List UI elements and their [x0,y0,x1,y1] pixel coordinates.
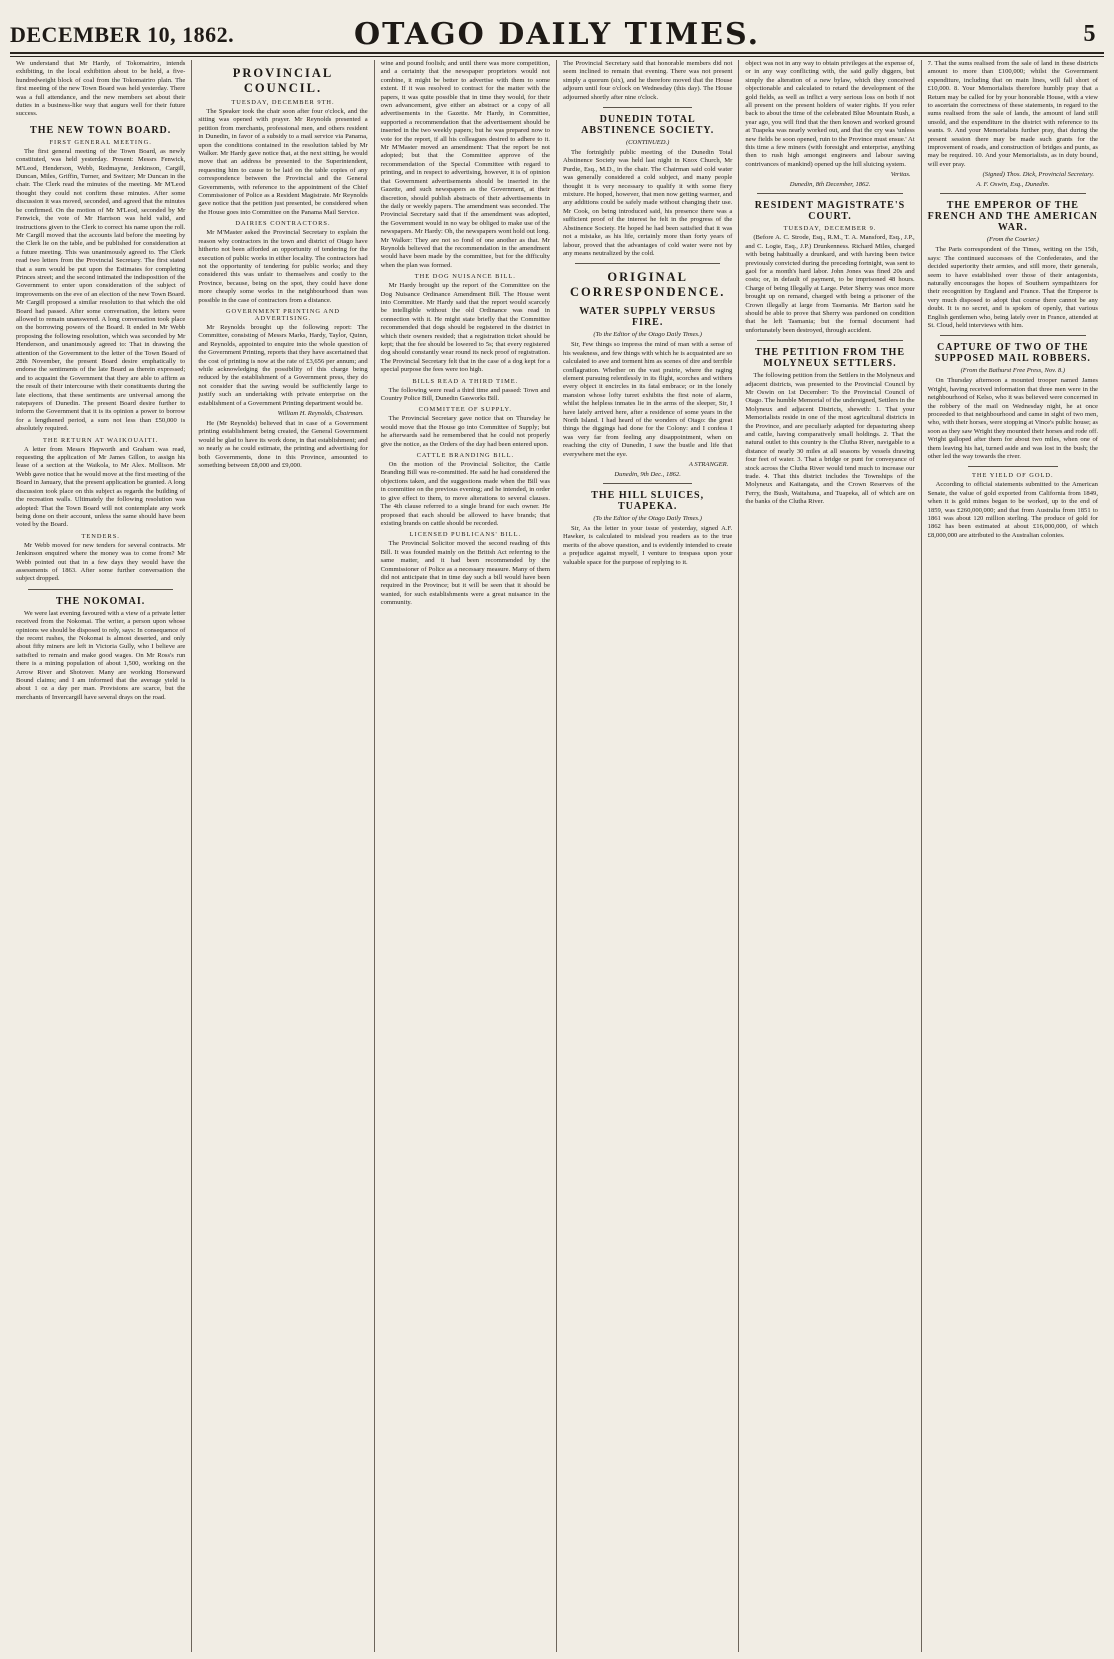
article-subhead: (From the Courier.) [986,236,1039,244]
column-1 [10,60,192,1652]
article-headline: DUNEDIN TOTAL ABSTINENCE SOCIETY. [581,114,715,137]
article-text: The Provincial Secretary said that honorable members did not seem inclined to remain that evening. There was not present simply a quorum (six), and he therefore moved that the House adjourn until four o'clock on Wednesday (this day). The House adjourned shortly after nine o'clock. [562,60,733,101]
signature: Veritas. [890,171,911,179]
masthead-rule-thin [10,56,1104,57]
article-text: The following were read a third time and passed: Town and Country Police Bill, Dunedin Gasworks Bill. [380,386,550,403]
columns [10,60,1104,1652]
article-subhead: THE RETURN AT WAIKOUAITI. [43,436,159,444]
article-text: Mr Webb moved for new tenders for several contracts. Mr Jenkinson enquired where the money was to come from? Mr Webb pointed out that in a few days they would have the assessments of 1863. After some further conversation the subject dropped. [16,541,186,583]
article-subhead: (To the Editor of the Otago Daily Times.) [593,515,702,522]
article-text: The fortnightly public meeting of the Dunedin Total Abstinence Society was held last night in Knox Church, Mr Purdie, Esq., M.D., in the chair. The Chairman said cold water was generally considered a cold subject, and many people thought it is very necessary to qualify it with some fiery mixture. He hoped, however, that men now getting warmer, and any additions could be safely made without changing their use. Mr Cook, on being introduced said, his presence there was a sufficient proof of the interest he felt in the progress of the Abstinence Society. He hoped he had been satisfied that it was not a mistake, as his life, certainly more than forty years of labour, proved that the advantages of cold water were not by any means neutralized by the cold. [562,149,733,257]
article-subhead: COMMITTEE OF SUPPLY. [418,406,512,414]
article-text: According to official statements submitted to the American Senate, the value of gold exported from California from 1849, when it is gold mines began to be worked, up to the end of 1859, was £260,000,000; and that from Australia from 1851 to 1861 was about 120 million sterling. The produce of gold for 1862 has been estimated at about £16,000,000, of which £8,000,000 are attributed to the Australian colonies. [927,481,1098,539]
article-text: On Thursday afternoon a mounted trooper named James Wright, having received information that three men were in the neighbourhood of Kelso, who it was believed were concerned in the robbery of the mail on Wednesday night, he at once proceeded to that neighbourhood and came in sight of two men, who, with their horses, were stopping at Vince's public house; as soon as they saw Wright they mounted their horses and rode off. Wright galloped after them for about two miles, when one of them leaving his hat, turned aside and was lost in the bush; the other led the way towards the river. [927,377,1098,460]
article-headline: THE HILL SLUICES, TUAPEKA. [591,490,705,512]
article-subhead: TUESDAY, DECEMBER 9TH. [231,99,335,106]
article-text: wine and pound foolish; and until there was more competition, and a certainty that the newspaper proprietors would not combine, it might be better to advertise with them to some extent. If it was resolved to contract for the matter with the papers, it was quite possible that in time they would, for their own advancement, give either an abstract or a copy of all advertisements in the Gazette. Mr Hardy, in Committee, supported a recommendation that the advertisement should be inserted in the two weekly papers; but he was prepared now to vote for the report, if all his colleagues desired to adhere to it. Mr M'Master moved an amendment: That the report be not adopted; but that the Committee approve of the recommendation of the Special Committee with regard to printing, and in respect to advertising, however, it is of opinion that Government advertisements should be inserted in the Gazette, and such newspapers as the Government, at their discretion, should publish abstracts of their advertisements in the daily or weekly papers. The amendment was seconded. The Provincial Secretary said that if the amendment was adopted, the Government would in no way be obliged to make use of the newspapers. Mr Hardy: Oh, the newspapers wont hold out long. Mr Walker: They are not so fond of one another as that. Mr Reynolds believed that the recommendation in the amendment would have been made by the committee, but for the difficulty when the plan was formed. [380,60,550,269]
article-text: 7. That the sums realised from the sale of land in these districts amount to more than £100,000; whilst the Government expenditure, including that on main lines, will fall short of £10,000. 8. Your Memorialists therefore humbly pray that a Return may be called for by your honorable House, with a view to ascertain the correctness of these statements, in regard to the sums realised from the sale of lands, the amount of land still unsold, and the expenditure in the district with reference to its wants. 9. And your Memorialists further pray, that during the present session there may be made such grants for the improvement of roads, and construction of bridges and punts, as may be required. 10. And your Memorialists, as in duty bound, will ever pray. [927,60,1098,168]
article-headline: RESIDENT MAGISTRATE'S COURT. [754,200,906,223]
article-headline: THE EMPEROR OF THE FRENCH AND THE AMERICAN WAR. [927,200,1098,234]
article-headline: PROVINCIAL COUNCIL. [232,66,334,95]
article-text: Sir, As the letter in your issue of yesterday, signed A.F. Hawker, is calculated to mislead you readers as to the true merits of the above question, and is evidently intended to create a prejudice against myself, I venture to trespass upon your valuable space for the purpose of replying to it. [562,525,733,566]
article-text: The Paris correspondent of the Times, writing on the 15th, says: The continued successes of the Confederates, and the decided superiority their armies, and still more, their generals, seem to have established over those of their antagonists, naturally encourages the hopes of Southern sympathizers for their recognition by England and France. That the Emperor is very much disposed to adopt that course there cannot be any doubt. It is no secret, and is spoken of openly, that various English gentlemen who, being lately over in France, attended at St. Cloud, held interviews with him. [927,246,1098,329]
article-subhead: DAIRIES CONTRACTORS. [235,220,331,228]
article-text: (Before A. C. Strode, Esq., R.M., T. A. Mansford, Esq., J.P., and C. Logie, Esq., J.P.) Drunkenness. Richard Miles, charged with being habitually a drunkard, and with having been twice previously convicted during the preceding fortnight, was sent to gaol for a month's hard labor. John Jones was fined 20s and costs; or, in default of payment, to be imprisoned 48 hours. Charge of being Illegally at Large. Peter Sherry was once more brought up on remand, charged with being a prisoner of the Crown illegally at large from Tasmania. Mr Barton said he should be able to prove that Sherry was pardoned on condition that he left Tasmania; but the formal document had unfortunately been destroyed, through accident. [745,234,915,334]
column-3 [375,60,557,1652]
column-6 [922,60,1104,1652]
article-text: Mr Hardy brought up the report of the Committee on the Dog Nuisance Ordinance Amendment Bill. The House went into Committee. Mr Hardy said that the report would scarcely be intelligible without the old Ordinance was read in connection with it. He might state briefly that the Committee recommended that dogs should be registered in the district in which their owners resided; that a registration ticket should be kept; that the fee should be lowered to 5s; that every registered dog should constantly wear round its neck proof of registration. The Provincial Secretary felt that in the case of a dog kept for a special purpose the fees were too high. [380,282,550,374]
article-text: Mr M'Master asked the Provincial Secretary to explain the reason why contractors in the town and district of Otago have hitherto not been afforded an opportunity of tendering for the execution of public works in either locality. The contractors had not the opportunity of tendering for public works; and they considered this was unfair to themselves and costly to the Province, because, being on the spot, they could have done more cheaply some works in the neighbourhood than was possible in the case of contractors from a distance. [198,229,368,304]
article-subhead: CATTLE BRANDING BILL. [416,452,515,460]
divider [757,340,902,341]
article-text: He (Mr Reynolds) believed that in case of a Government printing establishment being created, the General Government would be glad to have its work done, in that establishment; and so nearly as he could estimate, the printing and advertising for both Governments, done in this Province, amounted to something between £8,000 and £9,000. [198,420,368,470]
article-text: The Provincial Solicitor moved the second reading of this Bill. It was founded mainly on the British Act referring to the same matter, and it had been recommended by the Commissioner of Police as a necessary measure. Many of them did not anticipate that in time day such a bill would have been required in the Province; but it will be seen that it should be wanted, for such establishments were a great nuisance in the community. [380,540,550,607]
article-subhead: GOVERNMENT PRINTING AND ADVERTISING. [225,307,341,322]
article-subhead: (CONTINUED.) [625,139,670,147]
article-headline: CAPTURE OF TWO OF THE SUPPOSED MAIL ROBBERS. [934,342,1091,365]
article-subhead: THE YIELD OF GOLD. [971,472,1054,480]
masthead-rule [10,52,1104,54]
article-text: We were last evening favoured with a view of a private letter received from the Nokomai. The writer, a person upon whose opinions we should be disposed to rely, says: In consequence of the recent rushes, the Nokomai is almost deserted, and only about fifty miners are left in Victoria Gully, who I believe are satisfied to remain and make good wages. On Mr Ross's run there is a mining population of about 1,500, working on the Arrow River and Shotover. Many are working Horseward Bound claims; and I am informed that the average yield is about 1 oz a day per man. Provisions are scarce, but the merchants of Invercargill have several drays on the road. [16,609,186,701]
newspaper-title: OTAGO DAILY TIMES. [353,17,761,52]
divider [603,107,692,108]
article-headline: WATER SUPPLY VERSUS FIRE. [579,306,717,329]
article-headline: THE NEW TOWN BOARD. [30,124,172,136]
signature: William H. Reynolds, Chairman. [277,410,364,417]
article-subhead: LICENSED PUBLICANS' BILL. [409,531,522,539]
article-headline: THE NOKOMAI. [56,595,146,607]
article-subhead: THE DOG NUISANCE BILL. [414,273,516,281]
article-text: The Speaker took the chair soon after four o'clock, and the sitting was opened with prayer. Mr Reynolds presented a petition from merchants, professional men, and others resident in Dunedin, in favor of a subsidy to a mail service via Panama, upon the conditions contained in the resolution tabled by Mr Walker. Mr Hardy gave notice that, at the next sitting, he would move that an address be presented to the Superintendent, requesting him to cause to be laid on the table copies of any correspondence between the Provincial and the General Governments, with reference to the appointment of the Chief Commissioner of Police as a Resident Magistrate. Mr Reynolds gave notice that the petition just presented, be considered when the House goes into Committee on the Panama Mail Service. [198,108,368,216]
article-headline: ORIGINAL CORRESPONDENCE. [569,270,726,300]
page-number: 5 [1083,21,1096,47]
article-headline: THE PETITION FROM THE MOLYNEUX SETTLERS. [754,347,905,370]
divider [28,589,173,590]
article-text: The following petition from the Settlers in the Molyneux and adjacent districts, was presented to the Provincial Council by Mr Oswin on 1st December: To the Provincial Council of Otago. The humble Memorial of the undersigned, Settlers in the Molyneux and adjacent Districts, sheweth: 1. That your Memorialists reside in one of the most agricultural districts in the Province, and are peculiarly adapted for depasturing sheep and cattle, having comparatively small holdings. 2. That the natural outlet to this country is the Clutha River, navigable to a distance of nearly 30 miles at all seasons by vessels drawing four feet of water. 3. That a bridge or punt for conveyance of stock across the Clutha River would tend much to increase our trade. 4. That this district includes the Townships of the Molyneux and Kaitangata, and the Crown Reserves of the Ferry, the Bush, Waitahuna, and Tuapeka, all of which are on the banks of the Clutha River. [745,372,915,506]
article-text: On the motion of the Provincial Solicitor, the Cattle Branding Bill was re-committed. He said he had considered the objections taken, and the suggestions made when the Bill was in committee on the previous evening; and he intended, in order to give effect to them, to move alterations to several clauses. The 4th clause referred to a single brand for each owner. He proposed that each should be allowed to have brands; that existing brands on cattle should be recorded. [380,461,550,527]
dateline: A. F. Oswin, Esq., Dunedin. [976,181,1050,189]
article-text: object was not in any way to obtain privileges at the expense of, or in any way conflicting with, the said gully diggers, but simply the alteration of a new bylaw, which they conceived objectionable and calculated to retard the development of the gold fields, as well as inflict a very serious loss on both if not all present on the present holders of water rights. If you refer back to about the time of the celebrated Blue Mountain Rush, a year ago, you will find that the then known and worked ground at Tuapeka was nearly worked out, and that the cry was 'unless new fields be soon opened, ruin to the Province must ensue.' At this time a few miners (with foresight and enterprise, anything then to rush high amongst engineers and labour saving contrivances of mankind) opened up the hill sluicing system. [745,60,915,168]
column-4 [557,60,739,1652]
issue-date: DECEMBER 10, 1862. [10,22,235,47]
article-subhead: TUESDAY, DECEMBER 9. [783,225,877,233]
column-5 [739,60,921,1652]
divider [575,263,720,264]
dateline: Dunedin, 9th Dec., 1862. [614,471,681,478]
column-2 [192,60,374,1652]
article-text: A letter from Messrs Hepworth and Graham was read, requesting the application of Mr James Gillon, to assign his lease of a section at the Waikola, to Mr Alex. Mollison. Mr Webb gave notice that he would move at the first meeting of the Board in January, that the present application be granted. A long discussion took place on this subject as regards the building of the recreation walls. Ultimately the following resolution was adopted: That the Town Board will not contemplate any work being done on their account, unless the same should have been voted by the Board. [16,445,186,529]
divider [940,193,1086,194]
signature: A STRANGER. [688,461,729,468]
divider [940,335,1086,336]
article-subhead: BILLS READ A THIRD TIME. [412,377,519,385]
article-subhead: TENDERS. [81,532,120,540]
dateline: Dunedin, 8th December, 1862. [789,181,871,189]
article-subhead: (To the Editor of the Otago Daily Times.) [593,331,702,339]
article-text: Sir, Few things so impress the mind of man with a sense of his weakness, and few things with which he is acquainted are so calculated to awe and torment him as scenes of dire and terrible conflagration. Whether on the vast prairie, where the raging element pursuing relentlessly in its flight, scorches and withers every object it encircles in its fatal embrace; or in the lonely mansion whose lofty turret exhibits the first note of alarm, whilst the helpless inmates lie in the arms of the sleeper, Sir, I have lately arrived here, after a residence of some years in the North Island. I had heard of the wonders of Otago: the great things the diggings had done for the Colony: and I confess I was very far from feeling any disappointment, when on reaching the city of Dunedin, I saw the bustle and life that everywhere met the eye. [562,341,733,458]
article-text: We understand that Mr Hardy, of Tokomairiro, intends exhibiting, in the local exhibition about to be held, a five-hundredweight block of coal from the Tokomairiro plain. The first meeting of the new Town Board was held yesterday. There was a full attendance, and the new members set about their duties in a business-like way that augurs well for their future success. [16,60,186,118]
article-text: The first general meeting of the Town Board, as newly constituted, was held yesterday. Present: Messrs Fenwick, M'Leod, Henderson, Webb, Redmayne, Jenkinson, Cargill, Duncan, Miles, Griffin, Turner, and Switzer; Mr Duncan in the chair. The Clerk read the minutes of the meeting. Mr M'Leod thought they could not confirm these minutes. After some discussion it was moved, seconded, and agreed that the minutes be confirmed. On the motion of Mr M'Leod, seconded by Mr Fenwick, the vote of Mr Harrison was held valid, and instructions given to the Clerk to correct his name upon the roll. Mr Cargill moved that the accounts laid before the meeting by the Clerk lie on the table, and be published for consideration at a future meeting. This was unanimously agreed to. The Clerk read two letters from the Provincial Secretary. The first stated that a sum would be put upon the Estimates for completing Princes street; and the second intimated the indisposition of the Government to enter upon consideration of the subject of improvements on the eve of an election of the new Town Board. Mr Cargill proposed a similar resolution to that which the old Board had passed. After some conversation, the letters were allowed to remain unanswered. A long conversation took place on the borrowing powers of the Board. It ended in Mr Webb proposing the following resolution, which was seconded by Mr Henderson, and unanimously agreed to: That in drawing the attention of the Government to the letter of the Town Board of 28th November, the present Board desire emphatically to endorse the sentiments of the late Board as therein expressed; and to acquaint the Government that they are able to affirm as the result of their intercourse with their constituents during the late elections, that these sentiments are universal among the ratepayers of Dunedin. The present Board desire further to inform the Government that it is its opinion a power to borrow for a lengthened period, a sum not less than £50,000 is absolutely required. [16,147,186,433]
article-text: The Provincial Secretary gave notice that on Thursday he would move that the House go into Committee of Supply; but he afterwards said he remembered that he could not properly give the notice, as the Orders of the day had been entered upon. [380,415,550,448]
article-text: Mr Reynolds brought up the following report: The Committee, consisting of Messrs Marks, Hardy, Taylor, Quinn, and Reynolds, appointed to enquire into the whole question of the Government Printing, reports that they have ascertained that the cost of printing is now at the rate of £3,656 per annum; and while acknowledging the possibility of this charge being reduced by the establishment of a Government press, they do not consider that the saving would be sufficiently large to justify such an undertaking with private enterprise on the establishment of a Government Printing department would be. [198,323,368,407]
article-subhead: FIRST GENERAL MEETING. [49,138,152,146]
divider [757,193,902,194]
article-subhead: (From the Bathurst Free Press, Nov. 8.) [960,367,1066,375]
divider [968,466,1058,467]
masthead [10,8,1104,52]
signature: (Signed) Thos. Dick, Provincial Secretary. [982,171,1094,179]
divider [603,483,692,484]
